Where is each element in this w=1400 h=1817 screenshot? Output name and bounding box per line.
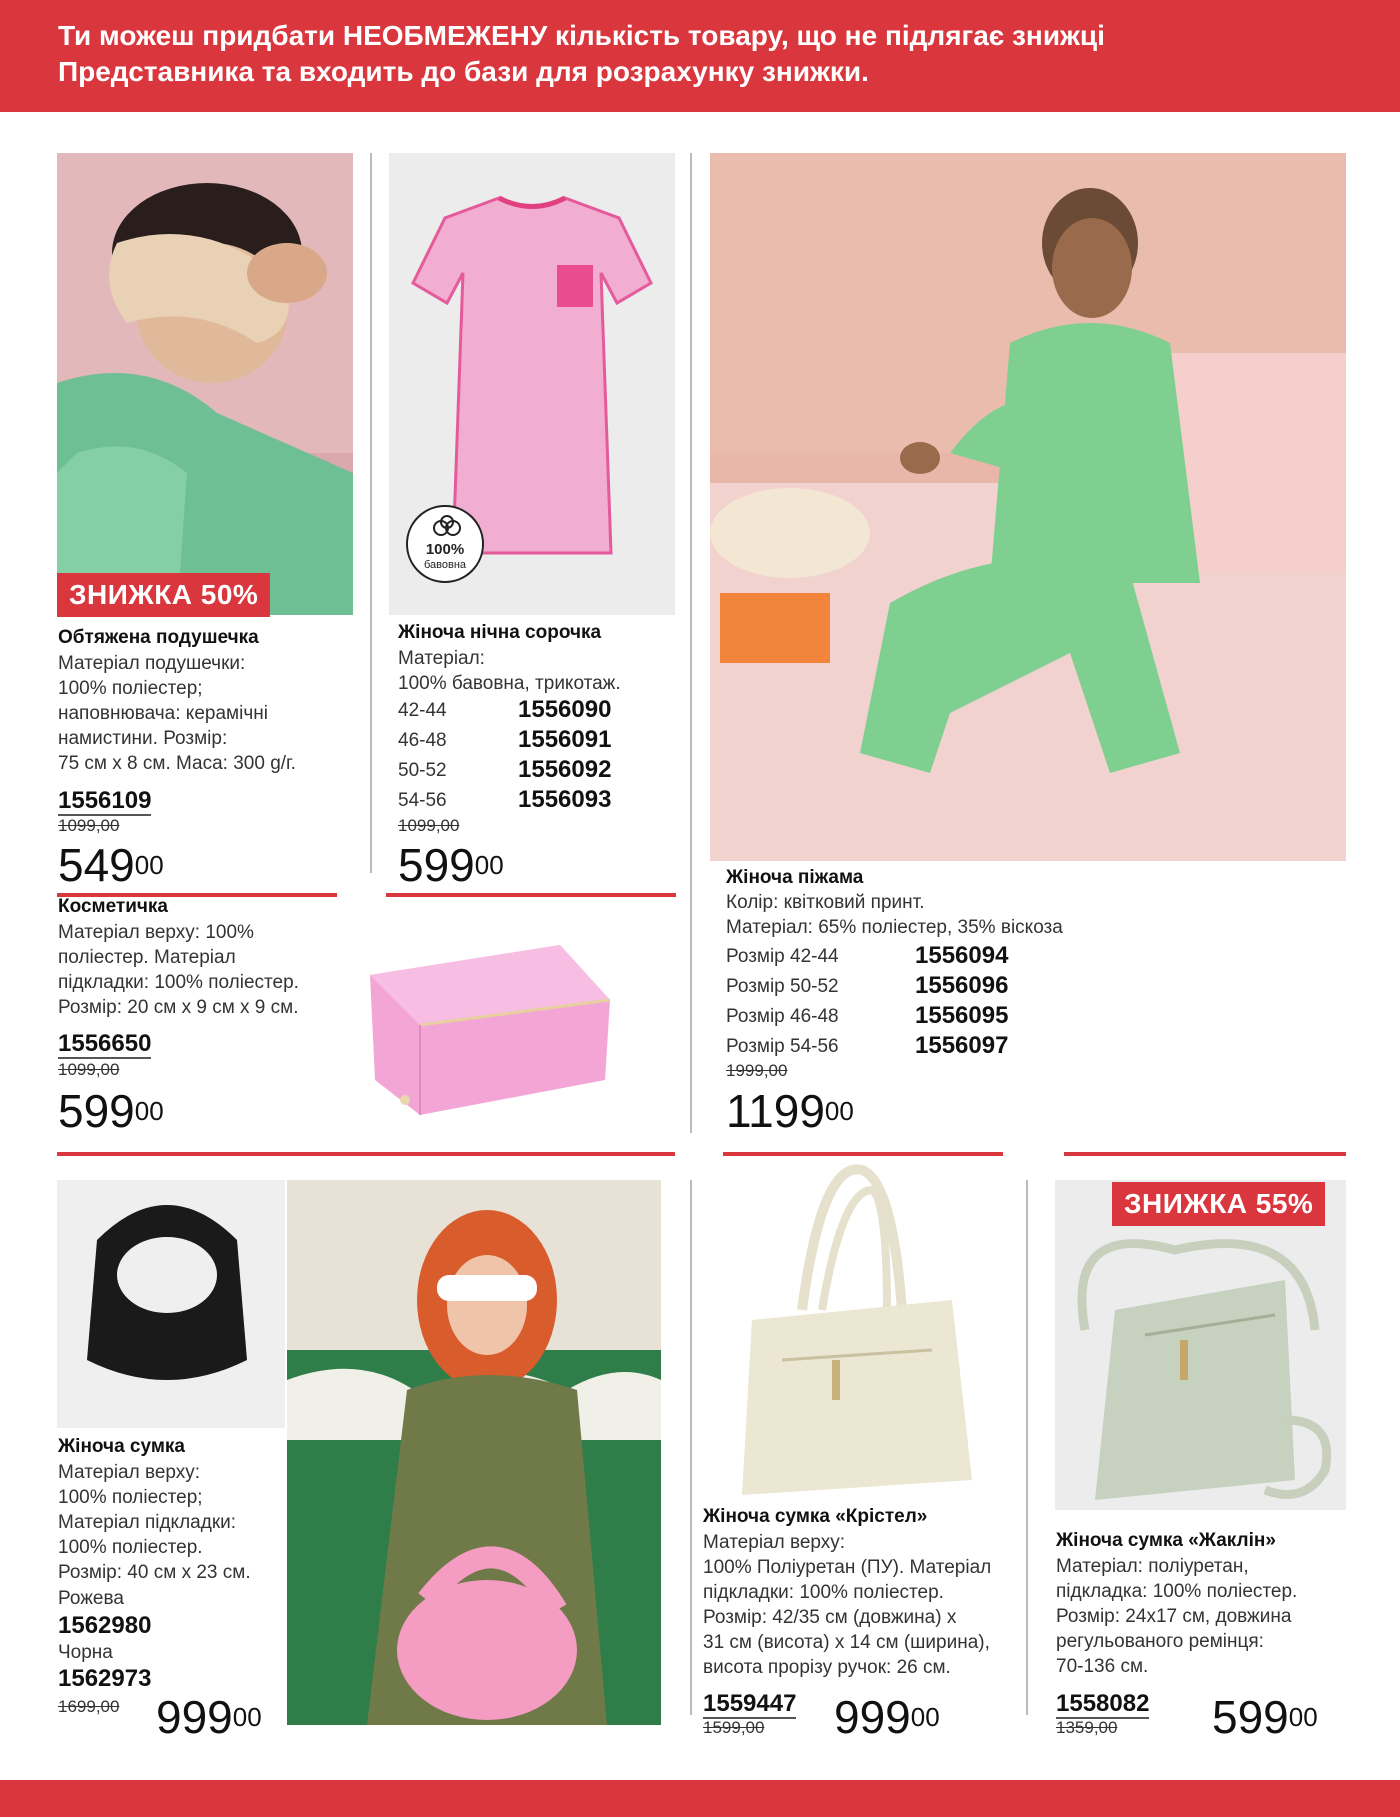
- cosmetic-bag-title: Косметичка: [58, 896, 168, 917]
- banner-line-1: Ти можеш придбати НЕОБМЕЖЕНУ кількість товару, що не підлягає знижці: [58, 20, 1105, 51]
- jaklin-old-price: 1359,00: [1056, 1718, 1118, 1737]
- jaklin-description: [1056, 1554, 1297, 1679]
- pajama-desc-line: Матеріал: 65% поліестер, 35% віскоза: [726, 917, 1063, 938]
- divider-rule: [57, 1152, 675, 1156]
- pillow-desc-line: наповнювача: керамічні: [58, 703, 268, 724]
- pillow-desc-line: 100% поліестер;: [58, 678, 203, 699]
- pillow-desc-line: Матеріал подушечки:: [58, 653, 246, 674]
- cotton-icon: [432, 515, 462, 541]
- jaklin-desc-line: Матеріал: поліуретан,: [1056, 1556, 1249, 1577]
- pillow-desc-line: намистини. Розмір:: [58, 728, 228, 749]
- nightgown-size: 42-44: [398, 700, 447, 721]
- handbag-variant-pink-code: 1562980: [58, 1612, 152, 1639]
- handbag-variant-pink-label: Рожева: [58, 1588, 124, 1609]
- cosmetic-bag-price: $599^{00}$: [58, 1085, 164, 1137]
- jaklin-desc-line: 70-136 см.: [1056, 1656, 1149, 1677]
- pillow-description: [58, 651, 296, 776]
- cotton-label: бавовна: [423, 559, 467, 571]
- kristel-title: Жіноча сумка «Крістел»: [703, 1506, 928, 1527]
- handbag-variant-black-label: Чорна: [58, 1642, 113, 1663]
- nightgown-price: $599^{00}$: [398, 839, 504, 891]
- handbag-variant-black-code: 1562973: [58, 1665, 152, 1692]
- jaklin-title: Жіноча сумка «Жаклін»: [1056, 1530, 1276, 1551]
- pillow-photo: [57, 153, 353, 615]
- handbag-desc-line: 100% поліестер.: [58, 1537, 203, 1558]
- kristel-desc-line: Розмір: 42/35 см (довжина) х: [703, 1607, 957, 1628]
- cosmetic-bag-product-code: 1556650: [58, 1030, 152, 1057]
- handbag-desc-line: 100% поліестер;: [58, 1487, 203, 1508]
- pillow-old-price: 1099,00: [58, 816, 120, 835]
- bottom-bar: [0, 1780, 1400, 1817]
- kristel-price: $999^{00}$: [834, 1691, 940, 1743]
- cosmetic-bag-old-price: 1099,00: [58, 1060, 120, 1079]
- handbag-desc-line: Розмір: 40 см х 23 см.: [58, 1562, 251, 1583]
- handbag-price: $999^{00}$: [156, 1691, 262, 1743]
- nightgown-desc-line: 100% бавовна, трикотаж.: [398, 673, 621, 694]
- pillow-desc-line: 75 см х 8 см. Маса: 300 g/г.: [58, 753, 296, 774]
- pajama-size-code: 1556094: [915, 942, 1009, 969]
- pajama-size: Розмір 46-48: [726, 1006, 839, 1027]
- handbag-desc-line: Матеріал верху:: [58, 1462, 201, 1483]
- handbag-old-price: 1699,00: [58, 1697, 120, 1716]
- pajama-old-price: 1999,00: [726, 1061, 788, 1080]
- pillow-product-code: 1556109: [58, 787, 152, 814]
- pajama-photo: [710, 153, 1346, 861]
- pajama-size: Розмір 54-56: [726, 1036, 839, 1057]
- handbag-black-photo: [57, 1180, 285, 1428]
- nightgown-size-code: 1556091: [518, 726, 612, 753]
- cotton-badge: [406, 505, 484, 583]
- pajama-size: Розмір 42-44: [726, 946, 839, 967]
- kristel-desc-line: Матеріал верху:: [703, 1532, 846, 1553]
- kristel-desc-line: 100% Поліуретан (ПУ). Матеріал: [703, 1557, 992, 1578]
- pajama-price: 1199$^{00}$: [726, 1085, 854, 1137]
- pillow-discount-badge: ЗНИЖКА 50%: [57, 573, 270, 617]
- kristel-bag-photo: [712, 1160, 992, 1500]
- nightgown-size-code: 1556092: [518, 756, 612, 783]
- kristel-description: [703, 1530, 991, 1680]
- kristel-old-price: 1599,00: [703, 1718, 765, 1737]
- column-divider: [690, 153, 692, 1133]
- kristel-desc-line: підкладки: 100% поліестер.: [703, 1582, 944, 1603]
- kristel-desc-line: висота прорізу ручок: 26 см.: [703, 1657, 951, 1678]
- pajama-size: Розмір 50-52: [726, 976, 839, 997]
- cosmetic-bag-desc-line: поліестер. Матеріал: [58, 947, 236, 968]
- kristel-desc-line: 31 см (висота) х 14 см (ширина),: [703, 1632, 990, 1653]
- cosmetic-bag-desc-line: Розмір: 20 см х 9 см х 9 см.: [58, 997, 299, 1018]
- handbag-description: [58, 1460, 251, 1585]
- jaklin-price: $599^{00}$: [1212, 1691, 1318, 1743]
- cotton-percent: 100%: [425, 541, 465, 558]
- jaklin-discount-badge: ЗНИЖКА 55%: [1112, 1182, 1325, 1226]
- jaklin-desc-line: регульованого ремінця:: [1056, 1631, 1264, 1652]
- jaklin-desc-line: підкладка: 100% поліестер.: [1056, 1581, 1298, 1602]
- handbag-desc-line: Матеріал підкладки:: [58, 1512, 237, 1533]
- cosmetic-bag-description: [58, 920, 299, 1020]
- nightgown-size: 54-56: [398, 790, 447, 811]
- jaklin-bag-photo: [1055, 1180, 1346, 1510]
- nightgown-description: [398, 646, 621, 696]
- handbag-model-photo: [287, 1180, 661, 1725]
- nightgown-size: 46-48: [398, 730, 447, 751]
- divider-rule: [1064, 1152, 1346, 1156]
- divider-rule: [723, 1152, 1003, 1156]
- divider-rule: [386, 893, 676, 897]
- kristel-product-code: 1559447: [703, 1690, 797, 1717]
- pillow-price: $549^{00}$: [58, 839, 164, 891]
- pajama-size-code: 1556097: [915, 1032, 1009, 1059]
- nightgown-size-code: 1556093: [518, 786, 612, 813]
- nightgown-desc-line: Матеріал:: [398, 648, 485, 669]
- pajama-size-code: 1556095: [915, 1002, 1009, 1029]
- cosmetic-bag-desc-line: Матеріал верху: 100%: [58, 922, 254, 943]
- cosmetic-bag-photo: [360, 930, 620, 1125]
- nightgown-title: Жіноча нічна сорочка: [398, 622, 602, 643]
- nightgown-size-code: 1556090: [518, 696, 612, 723]
- handbag-title: Жіноча сумка: [58, 1436, 185, 1457]
- pajama-desc-line: Колір: квітковий принт.: [726, 892, 925, 913]
- pajama-title: Жіноча піжама: [726, 867, 864, 888]
- nightgown-old-price: 1099,00: [398, 816, 460, 835]
- pillow-title: Обтяжена подушечка: [58, 627, 259, 648]
- column-divider: [1026, 1180, 1028, 1715]
- banner-line-2: Представника та входить до бази для розрахунку знижки.: [58, 56, 869, 87]
- pajama-description: [726, 890, 1063, 940]
- column-divider: [370, 153, 372, 873]
- jaklin-product-code: 1558082: [1056, 1690, 1150, 1717]
- pajama-size-code: 1556096: [915, 972, 1009, 999]
- nightgown-size: 50-52: [398, 760, 447, 781]
- column-divider: [690, 1180, 692, 1715]
- jaklin-desc-line: Розмір: 24х17 см, довжина: [1056, 1606, 1292, 1627]
- top-banner: [0, 0, 1400, 112]
- cosmetic-bag-desc-line: підкладки: 100% поліестер.: [58, 972, 299, 993]
